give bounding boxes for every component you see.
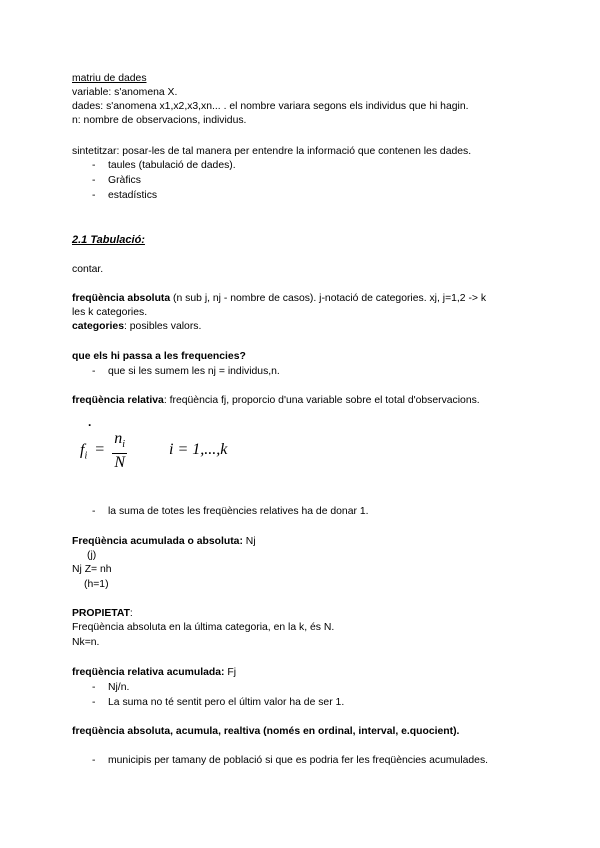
- freq-abs-acum-text: freqüència absoluta, acumula, realtiva (només en ordinal, interval, e.quocient).: [72, 726, 460, 737]
- line-categories: [72, 320, 201, 333]
- line-freq-rel-acum: [72, 666, 236, 679]
- bullet-dash: -: [92, 366, 96, 377]
- heading-matriu: matriu de dades: [72, 73, 147, 84]
- categories-text: : posibles valors.: [123, 321, 202, 332]
- propietat-colon: :: [129, 608, 133, 619]
- sum-index-h: (h=1): [84, 579, 109, 590]
- heading-que-passa: [72, 350, 246, 363]
- line-propietat-1: Freqüència absoluta en la última categoria, en la k, és N.: [72, 622, 335, 633]
- formula-index: i = 1,...,k: [169, 441, 228, 459]
- list-item: La suma no té sentit pero el últim valor ha de ser 1.: [108, 697, 345, 708]
- freq-rel-acum-value: Fj: [224, 667, 237, 678]
- list-item: Gràfics: [108, 175, 141, 186]
- bullet-dash: -: [92, 755, 96, 766]
- list-item: estadístics: [108, 190, 158, 201]
- line-n: n: nombre de observacions, individus.: [72, 115, 247, 126]
- bullet-dash: -: [92, 697, 96, 708]
- bullet-dash: -: [92, 506, 96, 517]
- line-freq-rel: [72, 394, 480, 407]
- line-variable: variable: s'anomena X.: [72, 87, 178, 98]
- term-freq-rel: freqüència relativa: [72, 395, 164, 406]
- sum-index-j: (j): [87, 550, 97, 561]
- formula-num-sub: i: [122, 439, 126, 451]
- que-passa-text: que els hi passa a les frequencies?: [72, 351, 246, 362]
- formula-numerator: [112, 430, 127, 454]
- list-item: Nj/n.: [108, 682, 130, 693]
- line-propietat-2: Nk=n.: [72, 637, 100, 648]
- term-freq-rel-acum: freqüència relativa acumulada:: [72, 667, 225, 678]
- line-freq-acum: [72, 535, 256, 548]
- term-freq-abs: freqüència absoluta: [72, 293, 171, 304]
- freq-rel-text: : freqüència fj, proporcio d'una variable sobre el total d'observacions.: [163, 395, 480, 406]
- sum-expression: Nj Z= nh: [72, 564, 112, 575]
- heading-freq-abs-acum: [72, 725, 459, 738]
- list-item: que si les sumem les nj = individus,n.: [108, 366, 280, 377]
- heading-propietat: [72, 607, 133, 620]
- term-categories: categories: [72, 321, 124, 332]
- bullet-dot: .: [88, 415, 92, 429]
- formula-num: n: [114, 430, 123, 447]
- formula-lhs-sub: i: [84, 450, 88, 462]
- line-sintetitzar: sintetitzar: posar-les de tal manera per entendre la informació que contenen les dades.: [72, 146, 472, 157]
- formula-eq: =: [95, 441, 105, 459]
- formula-lhs: f: [80, 441, 85, 459]
- bullet-dash: -: [92, 190, 96, 201]
- term-freq-acum: Freqüència acumulada o absoluta:: [72, 536, 243, 547]
- bullet-dash: -: [92, 160, 96, 171]
- bullet-dash: -: [92, 175, 96, 186]
- list-item: municipis per tamany de població si que es podria fer les freqüències acumulades.: [108, 755, 489, 766]
- list-item: taules (tabulació de dades).: [108, 160, 236, 171]
- line-contar: contar.: [72, 264, 104, 275]
- section-title: 2.1 Tabulació:: [72, 234, 145, 246]
- bullet-dash: -: [92, 682, 96, 693]
- line-freq-abs: [72, 292, 486, 305]
- line-dades: dades: s'anomena x1,x2,x3,xn... . el nombre variara segons els individus que hi hagin.: [72, 101, 469, 112]
- line-freq-abs-2: les k categories.: [72, 307, 148, 318]
- formula-relative-frequency: [80, 430, 227, 471]
- formula-fraction: [112, 430, 127, 471]
- freq-acum-value: Nj: [242, 536, 256, 547]
- freq-abs-text: (n sub j, nj - nombre de casos). j-notació de categories. xj, j=1,2 -> k: [170, 293, 487, 304]
- formula-denominator: N: [114, 454, 125, 472]
- propietat-label: PROPIETAT: [72, 608, 130, 619]
- list-item: la suma de totes les freqüències relatives ha de donar 1.: [108, 506, 369, 517]
